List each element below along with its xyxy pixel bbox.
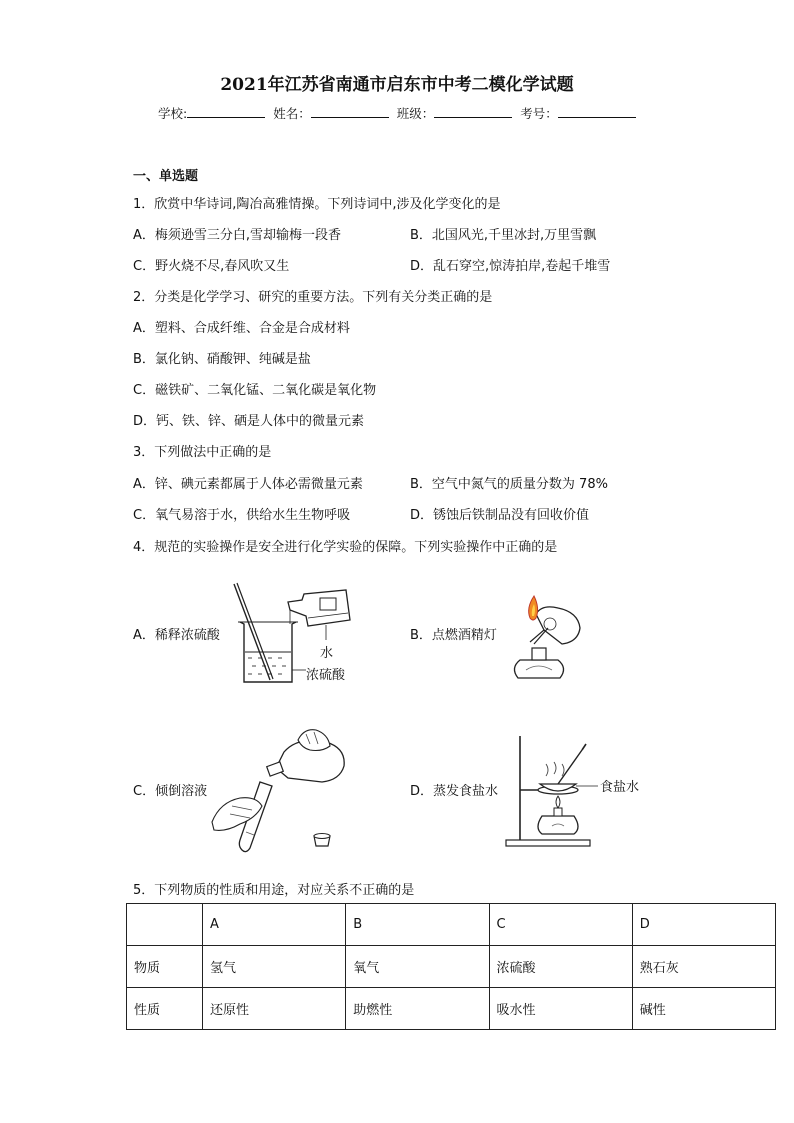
q4-option-d: D．蒸发食盐水	[410, 784, 499, 799]
table-cell	[127, 904, 203, 946]
table-cell: A	[203, 904, 346, 946]
figure-pouring-solution	[206, 722, 356, 857]
name-blank	[311, 105, 389, 118]
table-cell: 浓硫酸	[489, 946, 632, 988]
table-cell: 性质	[127, 988, 203, 1030]
exam-no-label: 考号：	[520, 106, 558, 121]
q1-option-c: C．野火烧不尽,春风吹又生	[133, 259, 290, 274]
table-cell: 吸水性	[489, 988, 632, 1030]
table-cell: 氧气	[346, 946, 489, 988]
label-salt-water: 食盐水	[600, 780, 640, 795]
q4-option-a: A．稀释浓硫酸	[133, 628, 220, 643]
table-cell: 还原性	[203, 988, 346, 1030]
property-table	[126, 903, 776, 1030]
table-cell: D	[632, 904, 775, 946]
page-title: 2021年江苏省南通市启东市中考二模化学试题	[220, 75, 574, 95]
q4-option-c: C．倾倒溶液	[133, 784, 208, 799]
class-label: 班级：	[396, 106, 435, 121]
table-cell: 碱性	[632, 988, 775, 1030]
class-blank	[434, 105, 512, 118]
table-header-row	[127, 904, 776, 946]
label-water: 水	[320, 646, 334, 661]
q2-option-b: B．氯化钠、硝酸钾、纯碱是盐	[133, 352, 311, 367]
q2-option-a: A．塑料、合成纤维、合金是合成材料	[133, 321, 350, 336]
question-5-stem: 5．下列物质的性质和用途，对应关系不正确的是	[133, 883, 415, 898]
q1-option-a: A．梅须逊雪三分白,雪却输梅一段香	[133, 228, 342, 243]
question-3-stem: 3．下列做法中正确的是	[133, 445, 272, 460]
name-label: 姓名：	[273, 106, 311, 121]
q2-option-c: C．磁铁矿、二氧化锰、二氧化碳是氧化物	[133, 383, 377, 398]
q3-option-b: B．空气中氮气的质量分数为 78%	[410, 477, 608, 492]
q3-option-d: D．锈蚀后铁制品没有回收价值	[410, 508, 590, 523]
q3-option-c: C．氧气易溶于水，供给水生生物呼吸	[133, 508, 351, 523]
school-label: 学校:	[158, 106, 188, 121]
question-1-stem: 1．欣赏中华诗词,陶冶高雅情操。下列诗词中,涉及化学变化的是	[133, 197, 501, 212]
q4-option-b: B．点燃酒精灯	[410, 628, 497, 643]
q1-option-d: D．乱石穿空,惊涛拍岸,卷起千堆雪	[410, 259, 611, 274]
table-cell: 助燃性	[346, 988, 489, 1030]
figure-evaporation	[498, 732, 598, 850]
q2-option-d: D．钙、铁、锌、硒是人体中的微量元素	[133, 414, 365, 429]
table-cell: C	[489, 904, 632, 946]
figure-alcohol-lamp	[500, 590, 590, 690]
exam-no-blank	[558, 105, 636, 118]
q3-option-a: A．锌、碘元素都属于人体必需微量元素	[133, 477, 363, 492]
table-row	[127, 988, 776, 1030]
table-cell: 熟石灰	[632, 946, 775, 988]
student-info-line	[158, 104, 640, 122]
school-blank	[187, 105, 265, 118]
question-4-stem: 4．规范的实验操作是安全进行化学实验的保障。下列实验操作中正确的是	[133, 540, 558, 555]
question-2-stem: 2．分类是化学学习、研究的重要方法。下列有关分类正确的是	[133, 290, 493, 305]
table-cell: 氢气	[203, 946, 346, 988]
q1-option-b: B．北国风光,千里冰封,万里雪飘	[410, 228, 597, 243]
label-conc-acid: 浓硫酸	[306, 668, 346, 683]
section-heading: 一、单选题	[133, 169, 199, 184]
table-cell: 物质	[127, 946, 203, 988]
table-row	[127, 946, 776, 988]
table-cell: B	[346, 904, 489, 946]
